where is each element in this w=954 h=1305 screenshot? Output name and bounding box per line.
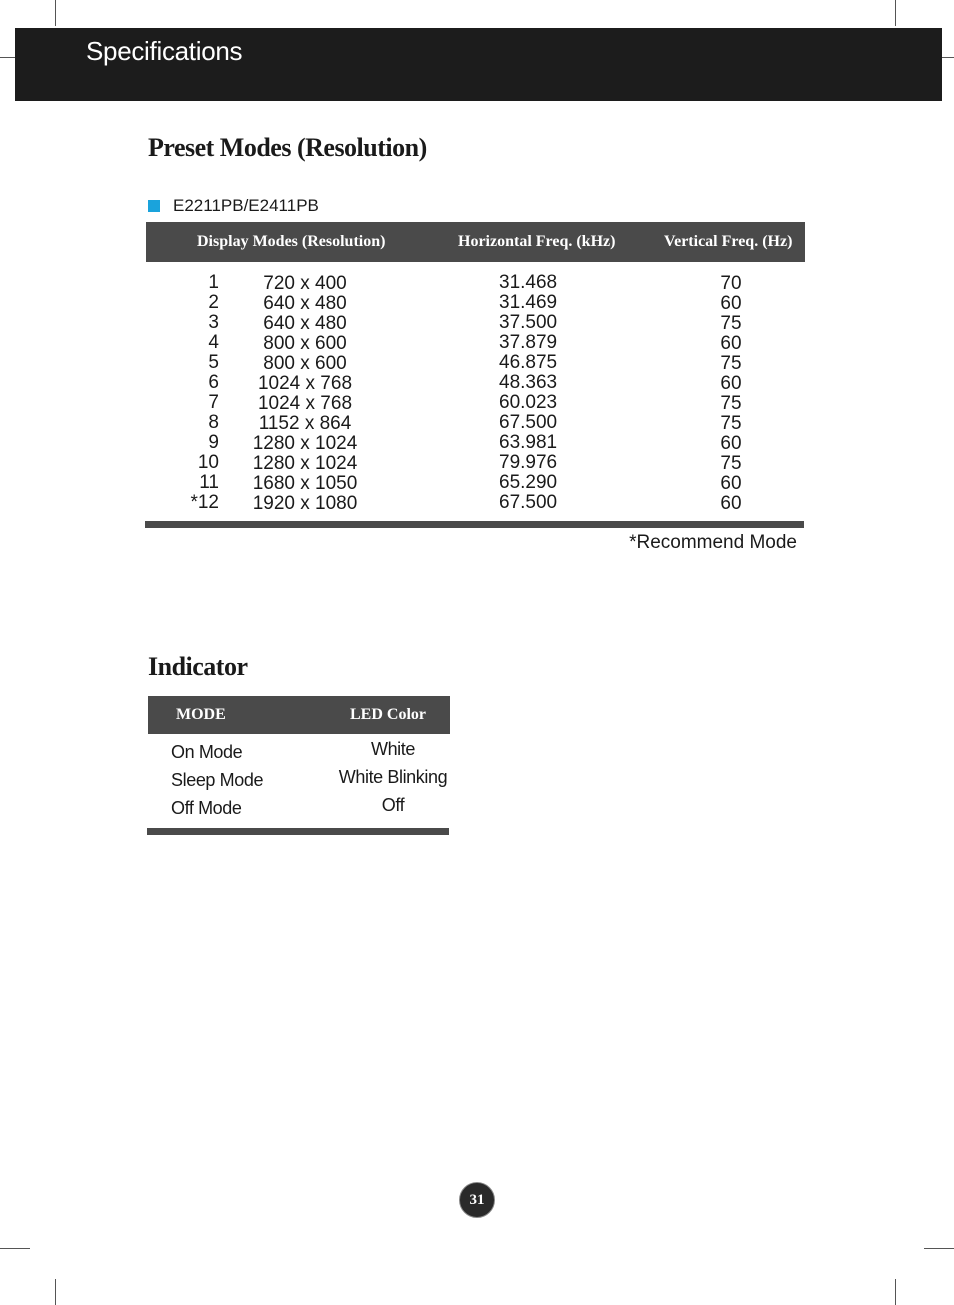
mode-number: 1 [208, 272, 219, 293]
indicator-title: Indicator [148, 652, 248, 681]
crop-mark [924, 1248, 954, 1249]
mode-horizontal-freq: 60.023 [499, 392, 558, 413]
mode-vertical-freq: 75 [720, 313, 742, 334]
indicator-mode: Sleep Mode [171, 770, 264, 790]
preset-col-horizontal [499, 273, 589, 513]
mode-resolution: 1920 x 1080 [252, 493, 358, 514]
crop-mark [55, 0, 56, 26]
crop-mark [895, 0, 896, 26]
indicator-col-led [333, 735, 453, 819]
model-label: E2211PB/E2411PB [173, 196, 319, 215]
mode-number: 5 [208, 352, 219, 373]
mode-vertical-freq: 60 [720, 293, 742, 314]
indicator-col-mode [171, 738, 263, 822]
header-display-modes: Display Modes (Resolution) [197, 233, 386, 250]
mode-number: 2 [208, 292, 219, 313]
header-mode: MODE [176, 706, 226, 723]
mode-vertical-freq: 60 [720, 473, 742, 494]
preset-table-footer [145, 521, 804, 528]
model-row [148, 196, 319, 216]
mode-vertical-freq: 75 [720, 393, 742, 414]
page-header-title: Specifications [86, 36, 243, 66]
mode-number: 8 [208, 412, 219, 433]
mode-number: 9 [208, 432, 219, 453]
mode-vertical-freq: 60 [720, 433, 742, 454]
mode-number: 3 [208, 312, 219, 333]
mode-number: 4 [208, 332, 219, 353]
preset-col-vertical [706, 274, 756, 514]
header-led-color: LED Color [350, 706, 426, 723]
mode-resolution: 800 x 600 [263, 333, 347, 354]
mode-horizontal-freq: 79.976 [499, 452, 558, 473]
model-marker-icon [148, 200, 160, 212]
crop-mark [0, 1248, 30, 1249]
crop-mark [895, 1279, 896, 1305]
mode-horizontal-freq: 48.363 [499, 372, 558, 393]
crop-mark [55, 1279, 56, 1305]
mode-horizontal-freq: 31.469 [499, 292, 558, 313]
mode-resolution: 1280 x 1024 [252, 453, 358, 474]
mode-resolution: 640 x 480 [263, 293, 347, 314]
mode-vertical-freq: 75 [720, 453, 742, 474]
mode-horizontal-freq: 37.879 [499, 332, 558, 353]
mode-vertical-freq: 60 [720, 493, 742, 514]
indicator-mode: Off Mode [171, 798, 242, 818]
mode-horizontal-freq: 46.875 [499, 352, 558, 373]
mode-vertical-freq: 60 [720, 373, 742, 394]
indicator-led-color: White [370, 739, 415, 759]
mode-resolution: 720 x 400 [263, 273, 347, 294]
mode-resolution: 1680 x 1050 [252, 473, 358, 494]
mode-vertical-freq: 70 [720, 273, 742, 294]
mode-resolution: 1280 x 1024 [252, 433, 358, 454]
preset-col-number [170, 273, 219, 513]
mode-horizontal-freq: 65.290 [499, 472, 558, 493]
mode-resolution: 800 x 600 [263, 353, 347, 374]
mode-number: *12 [190, 492, 219, 513]
mode-horizontal-freq: 67.500 [499, 492, 558, 513]
mode-vertical-freq: 75 [720, 413, 742, 434]
mode-vertical-freq: 75 [720, 353, 742, 374]
preset-table-header [146, 222, 805, 262]
indicator-table-footer [147, 828, 449, 835]
indicator-mode: On Mode [171, 742, 243, 762]
header-horizontal-freq: Horizontal Freq. (kHz) [458, 233, 616, 250]
mode-number: 6 [208, 372, 219, 393]
mode-vertical-freq: 60 [720, 333, 742, 354]
mode-number: 10 [197, 452, 219, 473]
mode-horizontal-freq: 67.500 [499, 412, 558, 433]
mode-horizontal-freq: 63.981 [499, 432, 558, 453]
preset-modes-title: Preset Modes (Resolution) [148, 133, 427, 162]
indicator-led-color: Off [381, 795, 405, 815]
page-number-badge: 31 [459, 1182, 495, 1218]
mode-resolution: 1024 x 768 [257, 393, 353, 414]
mode-number: 11 [199, 472, 219, 493]
mode-horizontal-freq: 31.468 [499, 272, 558, 293]
preset-col-resolution [235, 274, 375, 514]
header-vertical-freq: Vertical Freq. (Hz) [664, 233, 793, 250]
indicator-led-color: White Blinking [338, 767, 448, 787]
recommend-note: *Recommend Mode [629, 532, 797, 553]
mode-resolution: 640 x 480 [263, 313, 347, 334]
mode-number: 7 [208, 392, 219, 413]
mode-resolution: 1024 x 768 [257, 373, 353, 394]
mode-resolution: 1152 x 864 [258, 413, 352, 434]
mode-horizontal-freq: 37.500 [499, 312, 558, 333]
indicator-table-header [148, 696, 450, 734]
